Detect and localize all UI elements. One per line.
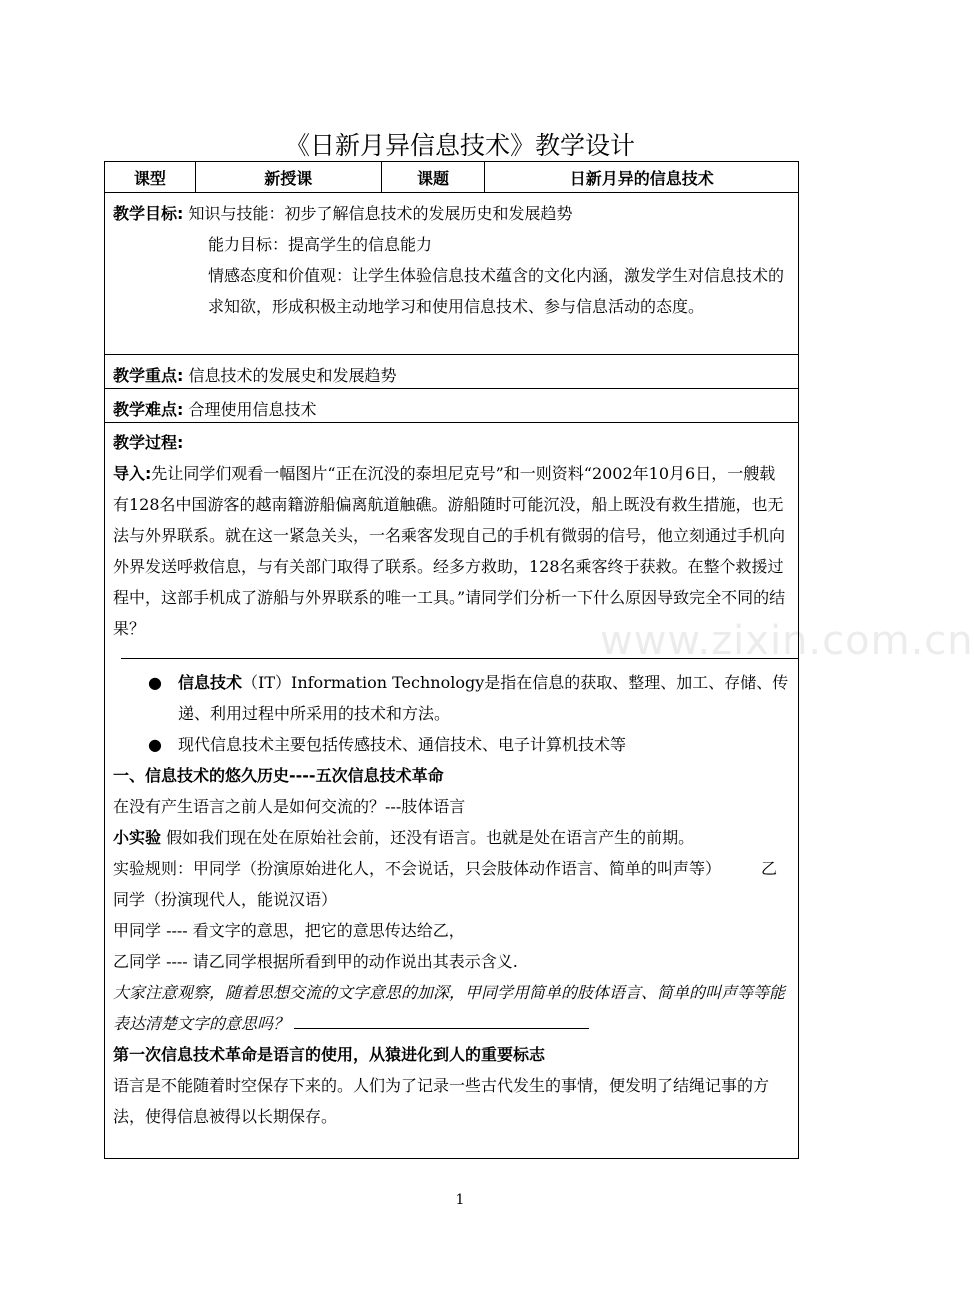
objectives-cell: [105, 193, 798, 354]
bullet-bold-term: 信息技术: [178, 673, 243, 692]
lesson-plan-table: [104, 161, 799, 1159]
watermark-text: www.zixin.com.cn: [600, 618, 974, 664]
key-point-text: 信息技术的发展史和发展趋势: [188, 366, 397, 385]
page-title: 《日新月异信息技术》教学设计: [284, 131, 635, 160]
answer-blank: [294, 1010, 589, 1029]
bullet-item-modern-it: [113, 729, 790, 760]
process-label: 教学过程:: [113, 433, 184, 452]
lesson-type-label: 课型: [105, 162, 196, 193]
key-point-row: [105, 355, 799, 389]
objective-attitude: [113, 260, 790, 322]
key-point-label: 教学重点:: [113, 366, 184, 385]
lesson-type-value: 新授课: [195, 162, 381, 193]
objective-knowledge: 知识与技能：初步了解信息技术的发展历史和发展趋势: [188, 204, 573, 223]
experiment-label: 小实验: [113, 828, 162, 847]
objective-attitude-text: 情感态度和价值观：让学生体验信息技术蕴含的文化内涵，激发学生对信息技术的求知欲，形成积极主动地学习和使用信息技术、参与信息活动的态度。: [208, 266, 785, 316]
header-row: [105, 162, 799, 193]
rule-student-b: 乙同学 ---- 请乙同学根据所看到甲的动作说出其表示含义.: [113, 952, 518, 971]
difficulty-text: 合理使用信息技术: [188, 400, 317, 419]
process-cell: [105, 423, 798, 1158]
objective-ability: 能力目标：提高学生的信息能力: [208, 235, 433, 254]
revolution-one-heading: 第一次信息技术革命是语言的使用，从猿进化到人的重要标志: [113, 1045, 546, 1064]
divider-line: [121, 658, 798, 659]
difficulty-label: 教学难点:: [113, 400, 184, 419]
experiment-paragraph: [113, 822, 790, 853]
difficulty-cell: [105, 389, 798, 422]
bullet-modern-text: 现代信息技术主要包括传感技术、通信技术、电子计算机技术等: [178, 735, 627, 754]
intro-paragraph: [113, 458, 790, 644]
experiment-text: 假如我们现在处在原始社会前，还没有语言。也就是处在语言产生的前期。: [161, 828, 695, 847]
lesson-topic-label: 课题: [381, 162, 485, 193]
difficulty-row: [105, 389, 799, 423]
observation-question: [113, 977, 790, 1039]
bullet-dot-icon: ●: [148, 673, 162, 692]
observation-question-text: 大家注意观察，随着思想交流的文字意思的加深，甲同学用简单的肢体语言、简单的叫声等等能表达清楚文字的意思吗？: [113, 983, 786, 1033]
process-row: [105, 423, 799, 1159]
rule-student-a: 甲同学 ---- 看文字的意思，把它的意思传达给乙，: [113, 921, 465, 940]
lesson-topic-value: 日新月异的信息技术: [485, 162, 799, 193]
intro-label: 导入:: [113, 464, 152, 483]
page-number: 1: [455, 1192, 465, 1208]
intro-text: 先让同学们观看一幅图片“正在沉没的泰坦尼克号”和一则资料“2002年10月6日，一艘载有128名中国游客的越南籍游船偏离航道触礁。游船随时可能沉没，船上既没有救生措施，也无法与外界联系。就在这一紧急关头，一名乘客发现自己的手机有微弱的信号，他立刻通过手机向外界发送呼救信息，与有关部门取得了联系。经多方救助，128名乘客终于获救。在整个救援过程中，这部手机成了游船与外界联系的唯一工具。”请同学们分析一下什么原因导致完全不同的结果？: [113, 464, 786, 638]
bullet-dot-icon: ●: [148, 735, 162, 754]
bullet-item-it-definition: [113, 667, 790, 729]
experiment-rules: 实验规则：甲同学（扮演原始进化人，不会说话，只会肢体动作语言、简单的叫声等） 乙同学（扮演现代人，能说汉语）: [113, 859, 778, 909]
revolution-one-text: 语言是不能随着时空保存下来的。人们为了记录一些古代发生的事情，便发明了结绳记事的方法，使得信息被得以长期保存。: [113, 1076, 770, 1126]
section-heading-history: 一、信息技术的悠久历史----五次信息技术革命: [113, 766, 444, 785]
objectives-row: [105, 193, 799, 355]
bullet-definition-text: （IT）Information Technology是指在信息的获取、整理、加工、存储、传递、利用过程中所采用的技术和方法。: [178, 673, 789, 723]
question-before-language: 在没有产生语言之前人是如何交流的？---肢体语言: [113, 797, 466, 816]
objectives-label: 教学目标:: [113, 204, 184, 223]
key-point-cell: [105, 355, 798, 388]
